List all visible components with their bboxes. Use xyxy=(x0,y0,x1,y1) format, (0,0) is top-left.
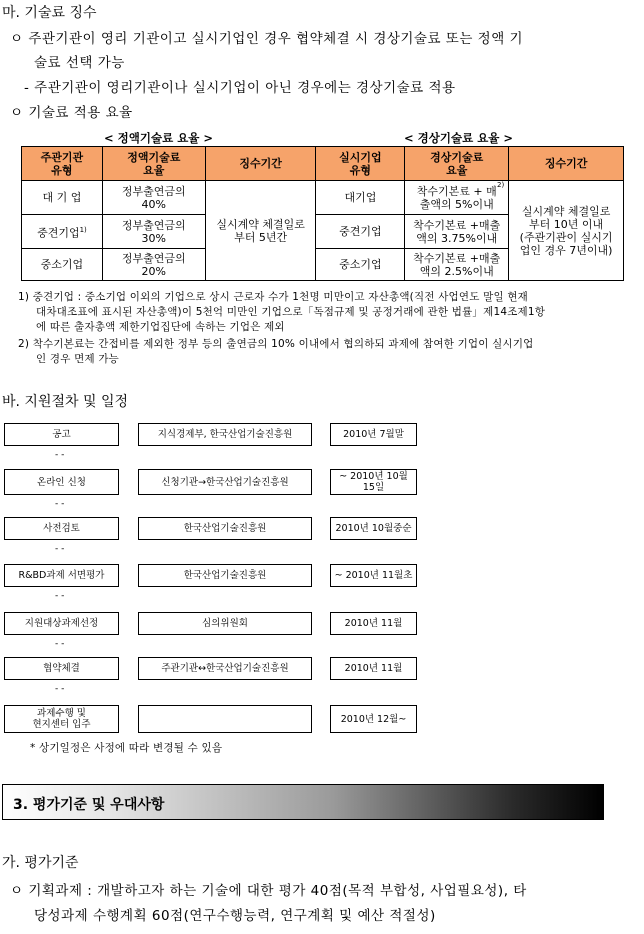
header-cell: 징수기간 xyxy=(205,147,316,181)
step-box: 협약체결 xyxy=(4,657,119,680)
section-heading: 마. 기술료 징수 xyxy=(2,5,97,21)
date-box: 2010년 11월 xyxy=(330,657,417,680)
table-cell: 정부출연금의 40% xyxy=(102,181,205,215)
flow-connector: - - xyxy=(55,639,65,649)
schedule-footnote: * 상기일정은 사정에 따라 변경될 수 있음 xyxy=(30,742,223,754)
header-cell: 징수기간 xyxy=(509,147,624,181)
note-text: 1) 중견기업 : 중소기업 이외의 기업으로 상시 근로자 수가 1천명 미만이고 자산총액(직전 사업연도 말일 현재 xyxy=(18,291,529,303)
flow-connector: - - xyxy=(55,450,65,460)
table-cell: 중소기업 xyxy=(22,249,103,281)
bullet-text: ㅇ 기획과제 : 개발하고자 하는 기술에 대한 평가 40점(목적 부합성, 사업필요성), 타 xyxy=(10,883,527,899)
header-cell: 경상기술료 요율 xyxy=(405,147,509,181)
step-box: 지원대상과제선정 xyxy=(4,612,119,635)
footnote-mark: 1) xyxy=(79,225,87,234)
table-cell: 정부출연금의 20% xyxy=(102,249,205,281)
cell-text: 중견기업 xyxy=(37,226,80,240)
bullet-text: ㅇ 기술료 적용 요율 xyxy=(10,105,133,121)
header-cell: 실시기업 유형 xyxy=(316,147,405,181)
royalty-table xyxy=(21,146,624,281)
table-cell: 중견기업 xyxy=(316,215,405,249)
table-cell: 대기업 xyxy=(316,181,405,215)
step-box: 사전검토 xyxy=(4,517,119,540)
org-box xyxy=(138,705,312,733)
caption-running-fee: < 경상기술료 요율 > xyxy=(404,131,514,145)
table-cell xyxy=(22,215,103,249)
table-cell: 중소기업 xyxy=(316,249,405,281)
date-box: ~ 2010년 11월초 xyxy=(330,564,417,587)
org-box: 지식경제부, 한국산업기술진흥원 xyxy=(138,423,312,446)
table-cell: 대 기 업 xyxy=(22,181,103,215)
sub-bullet-text: - 주관기관이 영리기관이나 실시기업이 아닌 경우에는 경상기술료 적용 xyxy=(24,80,456,96)
section-heading: 가. 평가기준 xyxy=(2,855,79,871)
note-text: 2) 착수기본료는 간접비를 제외한 정부 등의 출연금의 10% 이내에서 협의하되 과제에 참여한 기업이 실시기업 xyxy=(18,338,534,350)
table-cell: 착수기본료 +매출 액의 2.5%이내 xyxy=(405,249,509,281)
section-heading: 바. 지원절차 및 일정 xyxy=(2,394,128,410)
note-text: 에 따른 출자총액 제한기업집단에 속하는 기업은 제외 xyxy=(36,321,285,333)
chapter-banner xyxy=(2,784,604,820)
table-cell: 정부출연금의 30% xyxy=(102,215,205,249)
step-box: 과제수행 및 현지센터 입주 xyxy=(4,705,119,733)
step-box: 온라인 신청 xyxy=(4,469,119,495)
cell-text: 착수기본료 + 매 출액의 5%이내 xyxy=(416,184,497,211)
step-box: R&BD과제 서면평가 xyxy=(4,564,119,587)
table-row xyxy=(22,181,624,215)
note-text: 인 경우 면제 가능 xyxy=(36,353,120,365)
table-cell: 착수기본료 +매출 액의 3.75%이내 xyxy=(405,215,509,249)
flow-connector: - - xyxy=(55,591,65,601)
merged-period-right: 실시계약 체결일로 부터 10년 이내 (주관기관이 실시기 업인 경우 7년이내) xyxy=(509,181,624,281)
date-box: 2010년 11월 xyxy=(330,612,417,635)
org-box: 심의위원회 xyxy=(138,612,312,635)
footnote-mark: 2) xyxy=(497,181,505,189)
flow-connector: - - xyxy=(55,499,65,509)
flow-connector: - - xyxy=(55,684,65,694)
header-cell: 주관기관 유형 xyxy=(22,147,103,181)
org-box: 한국산업기술진흥원 xyxy=(138,564,312,587)
note-text: 대차대조표에 표시된 자산총액)이 5천억 미만인 기업으로「독점규제 및 공정거래에 관한 법률」제14조제1항 xyxy=(36,306,546,318)
org-box: 주관기관↔한국산업기술진흥원 xyxy=(138,657,312,680)
merged-period-left: 실시계약 체결일로 부터 5년간 xyxy=(205,181,316,281)
date-box: 2010년 10월중순 xyxy=(330,517,417,540)
caption-fixed-fee: < 정액기술료 요율 > xyxy=(104,131,214,145)
date-box: 2010년 12월~ xyxy=(330,705,417,733)
header-cell: 정액기술료 요율 xyxy=(102,147,205,181)
chapter-title: 3. 평가기준 및 우대사항 xyxy=(13,797,165,813)
org-box: 한국산업기술진흥원 xyxy=(138,517,312,540)
bullet-text-cont: 당성과제 수행계획 60점(연구수행능력, 연구계획 및 예산 적절성) xyxy=(34,908,436,924)
bullet-text-cont: 술료 선택 가능 xyxy=(34,55,125,71)
step-box: 공고 xyxy=(4,423,119,446)
org-box: 신청기관→한국산업기술진흥원 xyxy=(138,469,312,495)
bullet-text: ㅇ 주관기관이 영리 기관이고 실시기업인 경우 협약체결 시 경상기술료 또는 정액 기 xyxy=(10,31,524,47)
table-cell xyxy=(405,181,509,215)
date-box: 2010년 7월말 xyxy=(330,423,417,446)
flow-connector: - - xyxy=(55,544,65,554)
date-box: ~ 2010년 10월 15일 xyxy=(330,469,417,495)
